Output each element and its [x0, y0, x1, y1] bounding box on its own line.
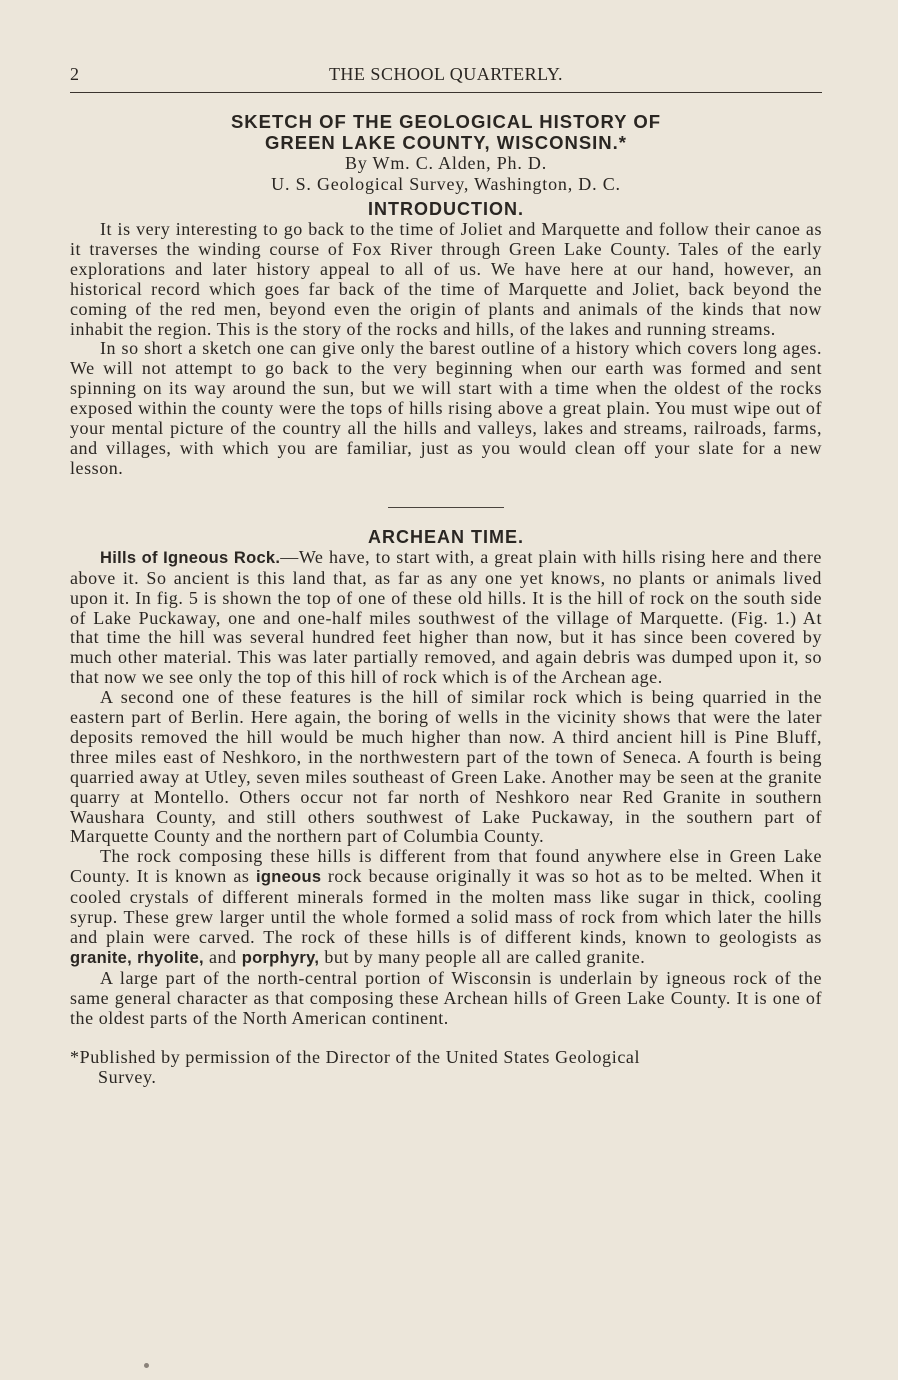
footnote-line-1: *Published by permission of the Director of the United States Geological	[70, 1046, 641, 1067]
document-page	[70, 60, 822, 1087]
footnote	[70, 1047, 822, 1087]
p3-text-b: rock because originally it was so hot as to be melted. When it cooled crystals of different minerals formed in the molten mass like sugar in thick, cooling syrup. These grew larger until the whole formed a solid mass of rock from which later the hills and plain were carved. The rock of these hills is of different kinds, known to geologists as	[70, 866, 822, 947]
archean-paragraph-3	[70, 847, 822, 968]
footnote-line-2: Survey.	[98, 1066, 157, 1087]
running-head	[70, 60, 822, 86]
p3-text-a: The rock composing these hills is different from that found anywhere else in Green Lake County. It is known as	[70, 846, 822, 887]
header-rule	[70, 92, 822, 93]
archean-paragraph-2: A second one of these features is the hill of similar rock which is being quarried in the eastern part of Berlin. Here again, the boring of wells in the vicinity shows that were the later deposits removed the hill would be much higher than now. A third ancient hill is Pine Bluff, three miles east of Neshkoro, in the northwestern part of the town of Seneca. A fourth is being quarried away at Utley, seven miles southeast of Green Lake. Another may be seen at the granite quarry at Montello. Others occur not far north of Neshkoro near Red Granite in southern Waushara County, and still others southwest of Lake Puckaway, in the southern part of Marquette County and the northern part of Columbia County.	[70, 687, 822, 847]
term-granite: granite,	[70, 948, 132, 967]
title-line-2: GREEN LAKE COUNTY, WISCONSIN.*	[265, 132, 627, 153]
term-rhyolite: rhyolite,	[137, 948, 204, 967]
term-porphyry: porphyry,	[241, 948, 320, 967]
page-number: 2	[70, 64, 80, 84]
author-affiliation: U. S. Geological Survey, Washington, D. C.	[271, 174, 621, 194]
title-line-1: SKETCH OF THE GEOLOGICAL HISTORY OF	[230, 111, 662, 132]
journal-title: THE SCHOOL QUARTERLY.	[328, 64, 564, 84]
archean-paragraph-1-text: —We have, to start with, a great plain with hills rising here and there above it. So ancient is this land that, as far as any one yet knows, no plants or animals lived upon it. In fig. 5 is shown the top of one of these old hills. It is the hill of rock on the south side of Lake Puckaway, one and one-half miles southwest of the village of Marquette. (Fig. 1.) At that time the hill was several hundred feet higher than now, but it has since been covered by much other material. This was later partially removed, and again debris was dumped upon it, so that now we see only the top of this hill of rock which is of the Archean age.	[70, 546, 822, 688]
p3-text-d: and	[203, 946, 242, 967]
paper-speck	[144, 1363, 149, 1368]
article-title	[70, 111, 822, 153]
subheading-hills-of-igneous-rock: Hills of Igneous Rock.	[100, 548, 281, 567]
p3-text-e: but by many people all are called granite.	[319, 946, 646, 967]
term-igneous: igneous	[255, 868, 322, 887]
section-divider	[388, 507, 504, 508]
archean-heading: ARCHEAN TIME.	[368, 526, 524, 547]
intro-paragraph-1: It is very interesting to go back to the time of Joliet and Marquette and follow their canoe as it traverses the winding course of Fox River through Green Lake County. Tales of the early explorations and later history appeal to all of us. We have here at our hand, however, an historical record which goes far back of the time of Marquette and Joliet, back beyond the coming of the red men, beyond even the origin of plants and animals of the kinds that now inhabit the region. This is the story of the rocks and hills, of the lakes and running streams.	[70, 219, 822, 339]
archean-paragraph-1	[70, 548, 822, 688]
introduction-heading: INTRODUCTION.	[368, 199, 524, 219]
archean-paragraph-4: A large part of the north-central portion of Wisconsin is underlain by igneous rock of the same general character as that composing these Archean hills of Green Lake County. It is one of the oldest parts of the North American continent.	[70, 967, 822, 1028]
intro-paragraph-2: In so short a sketch one can give only the barest outline of a history which covers long ages. We will not attempt to go back to the very beginning when our earth was formed and sent spinning on its way around the sun, but we will start with a time when the oldest of the rocks exposed within the county were the tops of hills rising above a great plain. You must wipe out of your mental picture of the country all the hills and valleys, lakes and streams, railroads, farms, and villages, with which you are familiar, just as you would clean off your slate for a new lesson.	[70, 338, 822, 478]
author-byline: By Wm. C. Alden, Ph. D.	[344, 153, 548, 173]
